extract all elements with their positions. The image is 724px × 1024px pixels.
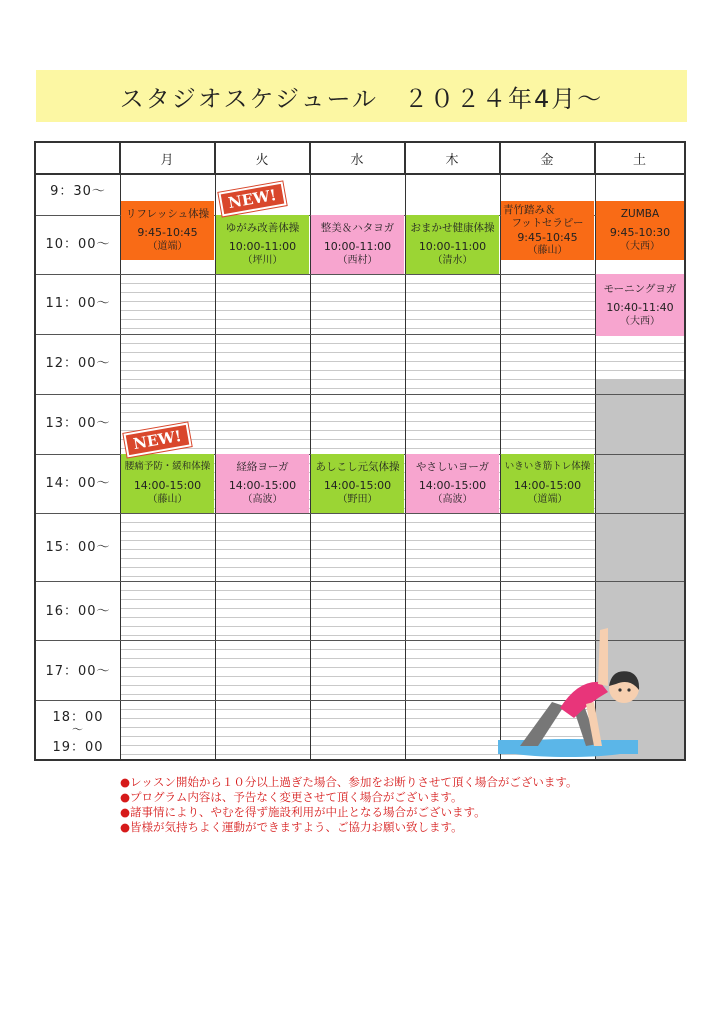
hour-line (36, 581, 684, 582)
hour-line (36, 334, 684, 335)
time-label: 13：00～ (45, 415, 111, 431)
class-time: 14:00-15:00 (133, 479, 202, 492)
day-header-fri: 金 (500, 143, 595, 173)
time-label: 19：00 (52, 739, 104, 755)
class-instructor: （道端） (147, 241, 188, 252)
class-name: あしこし元気体操 (315, 461, 400, 473)
new-badge-icon: NEW! (123, 423, 191, 458)
class-name: モーニングヨガ (603, 282, 677, 295)
class-card[interactable] (406, 454, 499, 513)
class-card[interactable] (311, 215, 404, 274)
note-item: ●皆様が気持ちよく運動ができますよう、ご協力お願い致します。 (120, 820, 463, 834)
class-name: おまかせ健康体操 (410, 222, 495, 234)
day-header-thu: 木 (405, 143, 500, 173)
class-instructor: （高波） (242, 494, 283, 505)
class-card[interactable] (311, 454, 404, 513)
class-card[interactable] (596, 201, 684, 260)
row-line (121, 361, 684, 362)
class-instructor: （藤山） (527, 245, 568, 256)
day-header-wed: 水 (310, 143, 405, 173)
class-card[interactable] (216, 215, 309, 274)
page-title: スタジオスケジュール ２０２４年4月～ (36, 70, 687, 122)
time-label: 10：00～ (45, 236, 111, 252)
time-label: 17：00～ (45, 663, 111, 679)
time-label: ～ (72, 723, 84, 736)
class-name: 青竹踏み＆ (503, 204, 556, 216)
class-time: 9:45-10:45 (137, 226, 198, 239)
class-name: ゆがみ改善体操 (225, 222, 300, 234)
class-name: 経絡ヨーガ (236, 461, 289, 473)
class-time: 14:00-15:00 (228, 479, 297, 492)
time-label: 9：30～ (50, 183, 106, 199)
class-name: 整美＆ハタヨガ (320, 222, 395, 234)
class-instructor: （藤山） (147, 494, 188, 505)
class-time: 14:00-15:00 (323, 479, 392, 492)
class-time: 14:00-15:00 (418, 479, 487, 492)
class-time: 10:00-11:00 (418, 240, 487, 253)
class-instructor: （道端） (527, 494, 568, 505)
new-badge-icon: NEW! (218, 182, 286, 217)
class-instructor: （西村） (337, 255, 378, 266)
time-label: 15：00～ (45, 539, 111, 555)
header-corner (36, 143, 120, 173)
class-name: 腰痛予防・緩和体操 (124, 461, 211, 472)
class-time: 9:45-10:45 (517, 231, 578, 244)
day-header-sat: 土 (632, 152, 646, 168)
class-instructor: （坪川） (242, 255, 283, 266)
class-card[interactable] (121, 201, 214, 260)
time-label: 16：00～ (45, 603, 111, 619)
class-name: いきいき筋トレ体操 (504, 461, 591, 472)
class-instructor: （大西） (620, 241, 660, 252)
class-time: 14:00-15:00 (513, 479, 582, 492)
note-item: ●諸事情により、やむを得ず施設利用が中止となる場合がございます。 (120, 805, 486, 819)
class-instructor: （大西） (620, 315, 660, 327)
class-time: 10:40-11:40 (606, 300, 674, 314)
class-card[interactable] (216, 454, 309, 513)
class-name: やさしいヨーガ (415, 461, 490, 473)
class-name: ZUMBA (620, 208, 660, 220)
class-instructor: （野田） (337, 494, 378, 505)
yoga-woman-illustration (490, 620, 640, 760)
class-card[interactable] (596, 274, 684, 336)
row-line (121, 343, 684, 344)
class-instructor: （高波） (432, 494, 473, 505)
note-item: ●レッスン開始から１０分以上過ぎた場合、参加をお断りさせて頂く場合がございます。 (120, 775, 578, 789)
time-label: 11：00～ (45, 295, 111, 311)
class-card[interactable] (501, 454, 594, 513)
class-card[interactable] (406, 215, 499, 274)
class-name: フットセラピー (511, 217, 584, 229)
class-card[interactable] (121, 454, 214, 513)
class-name: リフレッシュ体操 (125, 208, 210, 220)
hour-line (36, 394, 684, 395)
notes-list (120, 775, 710, 835)
class-time: 10:00-11:00 (323, 240, 392, 253)
day-header-mon: 月 (120, 143, 215, 173)
row-line (121, 370, 684, 371)
time-label: 12：00～ (45, 355, 111, 371)
header-divider (36, 173, 684, 175)
time-label: 14：00～ (45, 475, 111, 491)
time-label: 18：00 (52, 709, 104, 725)
class-time: 9:45-10:30 (609, 226, 671, 239)
day-header-tue: 火 (215, 143, 310, 173)
row-line (121, 352, 684, 353)
hour-line (36, 274, 684, 275)
hour-line (36, 513, 684, 514)
class-card[interactable] (501, 201, 594, 260)
note-item: ●プログラム内容は、予告なく変更させて頂く場合がございます。 (120, 790, 463, 804)
class-instructor: （清水） (432, 255, 473, 266)
class-time: 10:00-11:00 (228, 240, 297, 253)
